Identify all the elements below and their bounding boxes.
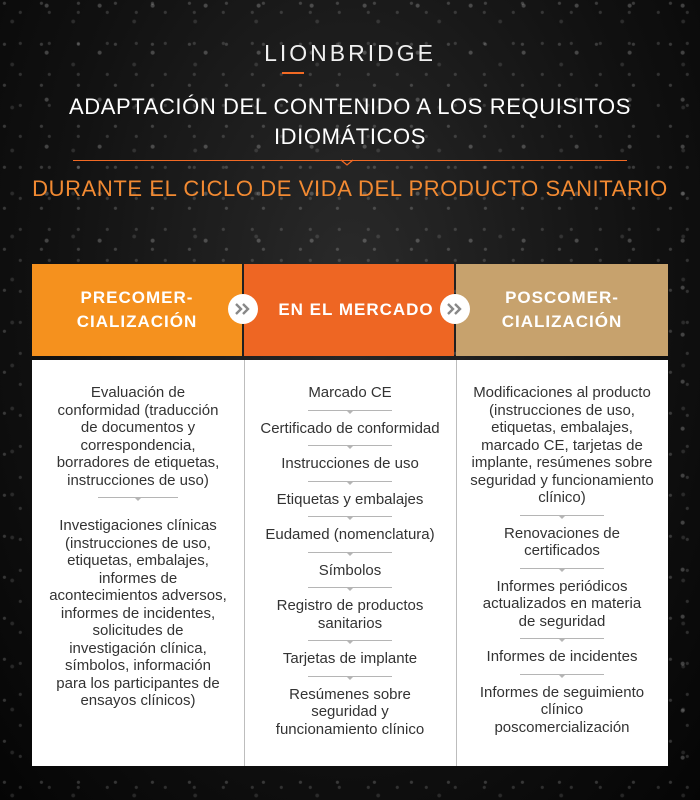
body-premarket [32,360,244,766]
divider-notch-icon [340,155,354,169]
list-item: Renovaciones de certificados [504,524,620,559]
item-separator [520,674,605,675]
item-separator [98,497,177,498]
list-item: Registro de productos sanitarios [276,597,424,632]
main-title: ADAPTACIÓN DEL CONTENIDO A LOS REQUISITOS IDIOMÁTICOS [68,94,632,149]
list-item: Investigaciones clínicas (instrucciones de uso, etiquetas, embalajes, informes de acontecimientos adversos, informes de incidentes, solicitudes de investigación clínica, símbolos, información para los participantes de ensayos clínicos) [49,517,227,709]
item-separator [308,640,393,641]
header-onmarket-label: EN EL MERCADO [278,300,434,319]
item-separator [308,587,393,588]
body-postmarket [456,360,668,766]
item-separator [520,515,605,516]
logo-text: LIONBRIDGE [264,40,436,66]
item-separator [308,552,393,553]
item-separator [520,568,605,569]
list-item: Informes de seguimiento clínico poscomercialización [479,683,645,736]
list-item: Tarjetas de implante [282,650,418,667]
item-separator [520,638,605,639]
header-postmarket-label: POSCOMER- CIALIZACIÓN [501,288,623,331]
logo [0,40,700,67]
list-item: Informes de incidentes [486,648,638,665]
list-item: Informes periódicos actualizados en materia de seguridad [482,577,642,630]
column-divider [244,360,245,766]
list-item: Etiquetas y embalajes [276,490,424,508]
list-item: Eudamed (nomenclatura) [265,526,435,543]
list-item: Certificado de conformidad [260,419,440,437]
item-separator [308,445,393,446]
column-divider [456,360,457,766]
body-onmarket [244,360,456,766]
lifecycle-table [32,264,668,766]
item-separator [308,410,393,411]
list-item: Instrucciones de uso [281,455,419,472]
header-postmarket [456,264,668,356]
item-separator [308,481,393,482]
arrow-chevron-1-icon [228,294,258,324]
list-item: Evaluación de conformidad (traducción de documentos y correspondencia, borradores de etiquetas, instrucciones de uso) [56,384,220,489]
subtitle: DURANTE EL CICLO DE VIDA DEL PRODUCTO SANITARIO [32,176,668,201]
list-item: Símbolos [318,561,382,579]
list-item: Marcado CE [308,384,392,401]
header-premarket [32,264,242,356]
item-separator [308,516,393,517]
list-item: Resúmenes sobre seguridad y funcionamiento clínico [275,685,425,738]
header-premarket-label: PRECOMER- CIALIZACIÓN [76,288,198,331]
arrow-chevron-2-icon [440,294,470,324]
header-onmarket [244,264,454,356]
logo-underline [282,72,304,74]
list-item: Modificaciones al producto (instrucciones de uso, etiquetas, embalajes, marcado CE, tarjetas de implante, resúmenes sobre seguridad y funcionamiento clínico) [470,384,654,506]
item-separator [308,676,393,677]
